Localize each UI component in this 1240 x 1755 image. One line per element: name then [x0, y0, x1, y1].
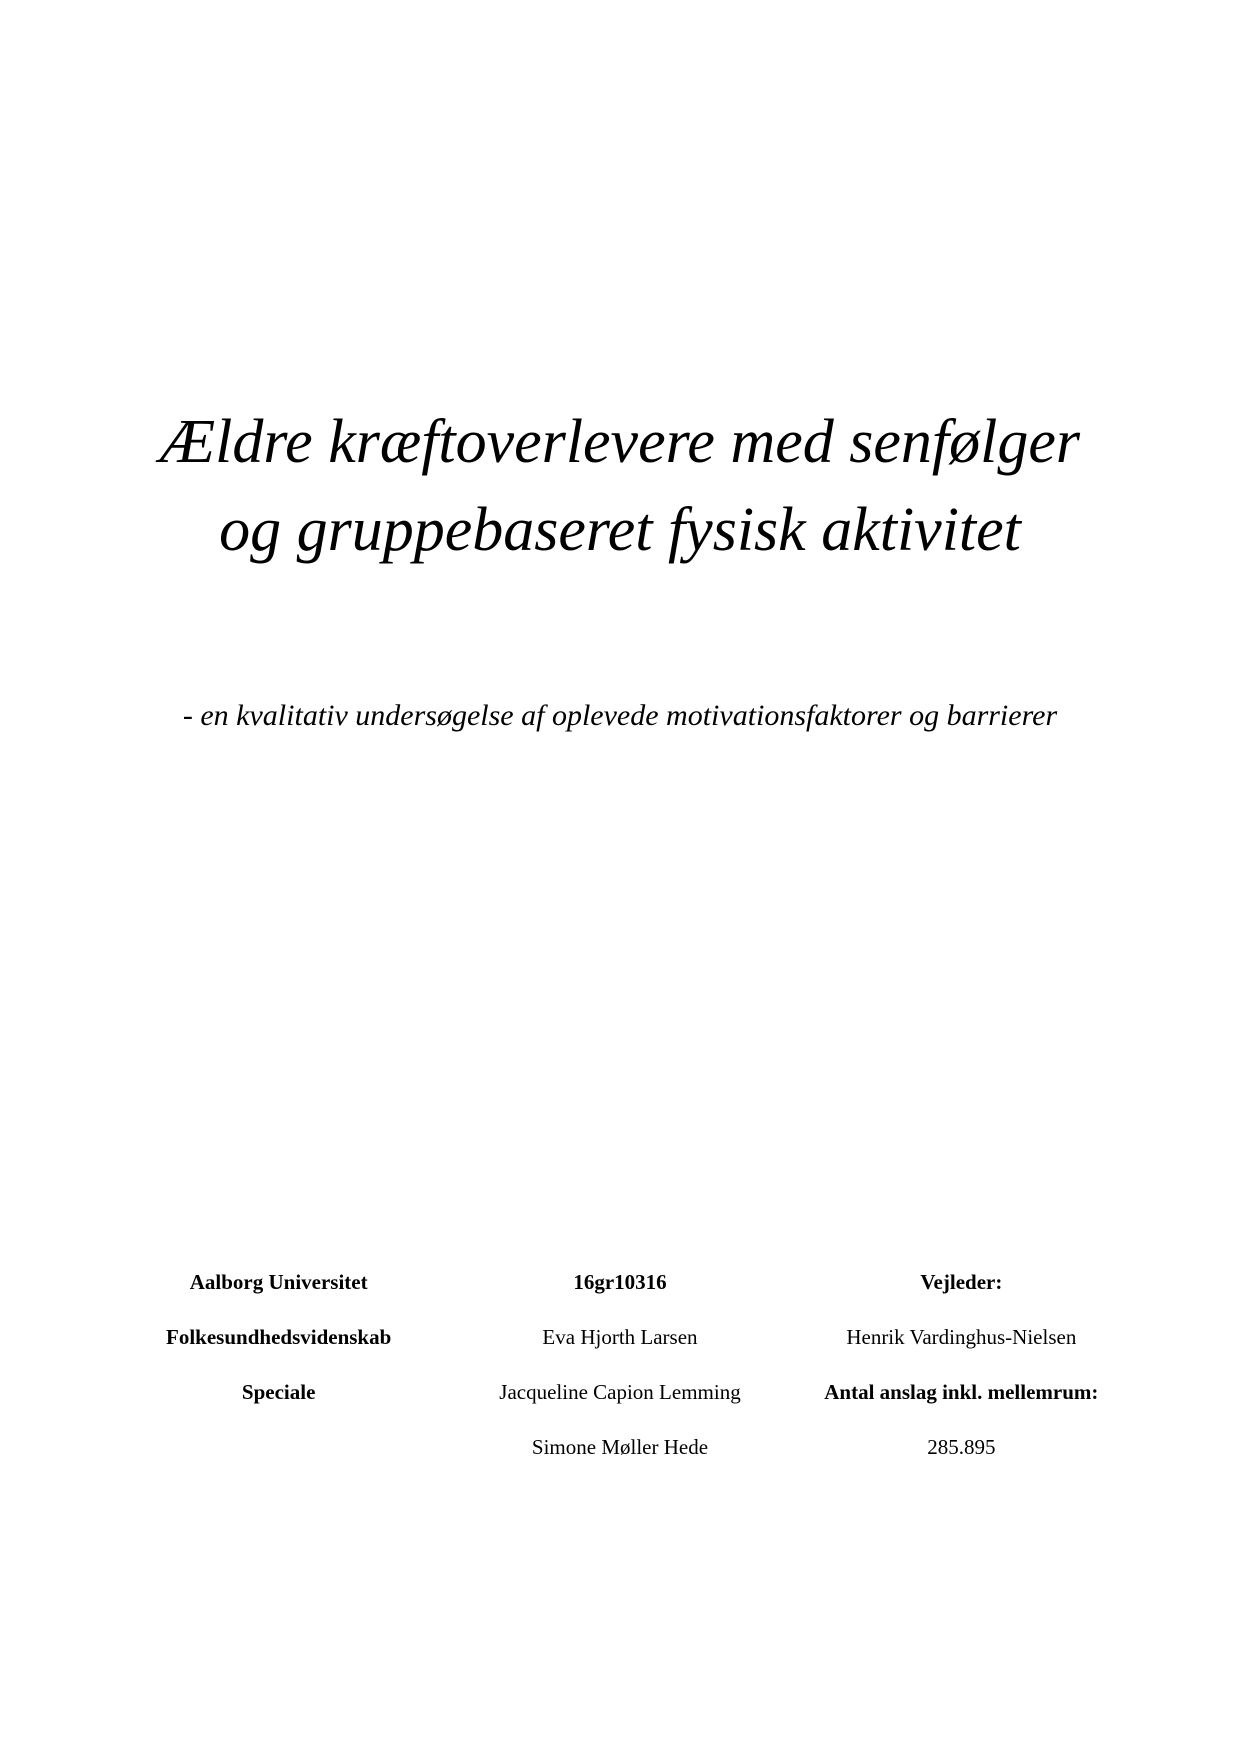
supervisor-name: Henrik Vardinghus-Nielsen	[846, 1325, 1077, 1349]
char-count-value: 285.895	[927, 1435, 996, 1459]
author-name-1: Eva Hjorth Larsen	[542, 1325, 698, 1349]
author-name-3: Simone Møller Hede	[531, 1435, 709, 1459]
thesis-title	[0, 398, 1240, 574]
title-page-info-block	[108, 1269, 1132, 1489]
title-line-1: Ældre kræftoverlevere med senfølger	[160, 408, 1080, 476]
supervisor-label: Vejleder:	[920, 1270, 1003, 1294]
thesis-type-label: Speciale	[241, 1380, 316, 1404]
author-name-2: Jacqueline Capion Lemming	[499, 1380, 741, 1404]
title-line-2: og gruppebaseret fysisk aktivitet	[219, 496, 1021, 564]
university-name: Aalborg Universitet	[189, 1270, 368, 1294]
thesis-subtitle: - en kvalitativ undersøgelse af oplevede motivationsfaktorer og barrierer	[182, 699, 1058, 732]
group-id: 16gr10316	[573, 1270, 667, 1294]
department-name: Folkesundhedsvidenskab	[166, 1325, 392, 1349]
char-count-label: Antal anslag inkl. mellemrum:	[824, 1380, 1099, 1404]
